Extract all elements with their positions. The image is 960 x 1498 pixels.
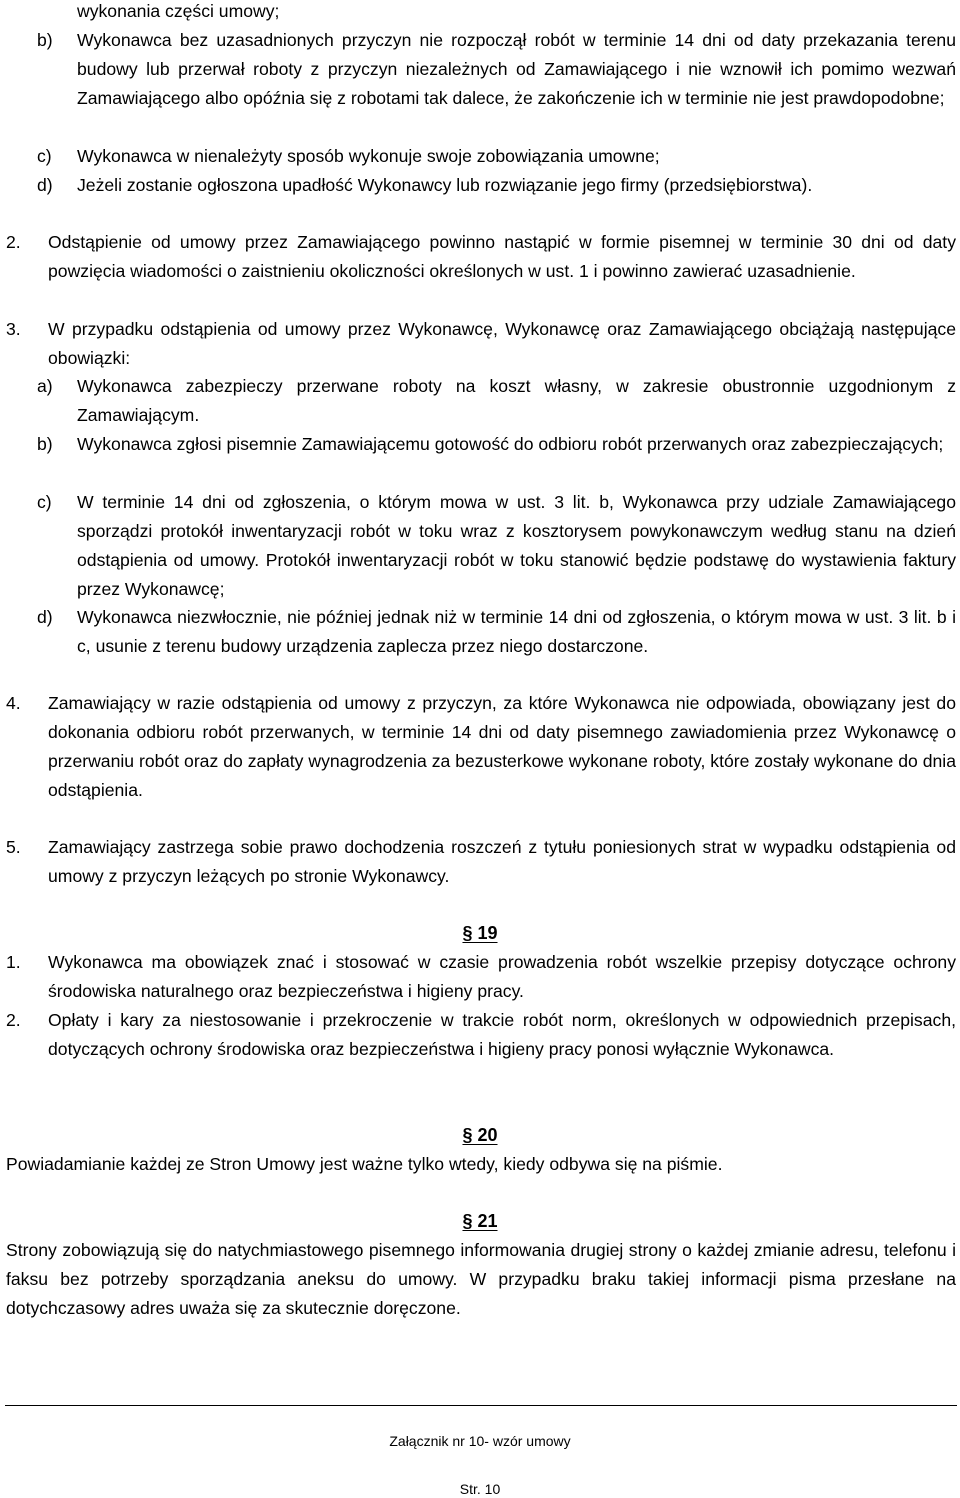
list-item-text: Wykonawca niezwłocznie, nie później jednak niż w terminie 14 dni od zgłoszenia, o którym mowa w ust. 3 lit. b i c, usunie z terenu budowy urządzenia zaplecza przez niego dostarczone. <box>77 607 956 656</box>
point-text: Zamawiający w razie odstąpienia od umowy z przyczyn, za które Wykonawca nie odpowiada, obowiązany jest do dokonania odbioru robót przerwanych, w terminie 14 dni od daty pisemnego zawiadomienia przez Wykonawcę o przerwaniu robót oraz do zapłaty wynagrodzenia za bezusterkowe wykonane roboty, które zostały wykonane do dnia odstąpienia. <box>48 693 956 800</box>
list-item-text: Wykonawca zgłosi pisemnie Zamawiającemu gotowość do odbioru robót przerwanych oraz zabezpieczających; <box>77 434 944 454</box>
list-label: c) <box>37 492 52 512</box>
point-label: 1. <box>6 952 21 972</box>
section-21-text: Strony zobowiązują się do natychmiastowego pisemnego informowania drugiej strony o każdej zmianie adresu, telefonu i faksu bez potrzeby sporządzania aneksu do umowy. W przypadku braku takiej informacji pisma przesłane na dotychczasowy adres uważa się za skutecznie doręczone. <box>6 1240 956 1318</box>
list-item-text: Wykonawca bez uzasadnionych przyczyn nie rozpoczął robót w terminie 14 dni od daty przekazania terenu budowy lub przerwał roboty z przyczyn niezależnych od Zamawiającego i nie wznowił ich pomimo wezwań Zamawiającego albo opóźnia się z robotami tak dalece, że zakończenie ich w terminie nie jest prawdopodobne; <box>77 30 956 108</box>
footer-divider <box>5 1405 957 1406</box>
point-text: Wykonawca ma obowiązek znać i stosować w czasie prowadzenia robót wszelkie przepisy dotyczące ochrony środowiska naturalnego oraz bezpieczeństwa i higieny pracy. <box>48 952 956 1001</box>
list-label: d) <box>37 175 53 195</box>
list-label: d) <box>37 607 53 627</box>
footer-attachment-label: Załącznik nr 10- wzór umowy <box>389 1433 571 1449</box>
point-text: Odstąpienie od umowy przez Zamawiającego powinno nastąpić w formie pisemnej w terminie 30 dni od daty powzięcia wiadomości o zaistnieniu okoliczności określonych w ust. 1 i powinno zawierać uzasadnienie. <box>48 232 956 281</box>
list-label: b) <box>37 30 53 50</box>
point-label: 5. <box>6 837 21 857</box>
list-label: b) <box>37 434 53 454</box>
section-number: § 21 <box>462 1211 498 1231</box>
section-heading-20 <box>0 1121 960 1150</box>
point-label: 3. <box>6 319 21 339</box>
paragraph-fragment: wykonania części umowy; <box>77 1 280 21</box>
list-item-text: Jeżeli zostanie ogłoszona upadłość Wykonawcy lub rozwiązanie jego firmy (przedsiębiorstwa). <box>77 175 813 195</box>
point-text: Opłaty i kary za niestosowanie i przekroczenie w trakcie robót norm, określonych w odpowiednich przepisach, dotyczących ochrony środowiska oraz bezpieczeństwa i higieny pracy ponosi wyłącznie Wykonawca. <box>48 1010 956 1059</box>
point-text: Zamawiający zastrzega sobie prawo dochodzenia roszczeń z tytułu poniesionych strat w wypadku odstąpienia od umowy z przyczyn leżących po stronie Wykonawcy. <box>48 837 956 886</box>
section-heading-21 <box>0 1207 960 1236</box>
section-20-text: Powiadamianie każdej ze Stron Umowy jest ważne tylko wtedy, kiedy odbywa się na piśmie. <box>6 1154 723 1174</box>
section-number: § 20 <box>462 1125 498 1145</box>
section-number: § 19 <box>462 923 498 943</box>
page-number: Str. 10 <box>459 1481 501 1497</box>
point-text: W przypadku odstąpienia od umowy przez Wykonawcę, Wykonawcę oraz Zamawiającego obciążają następujące obowiązki: <box>48 319 956 368</box>
list-item-text: Wykonawca w nienależyty sposób wykonuje swoje zobowiązania umowne; <box>77 146 660 166</box>
section-heading-19 <box>0 919 960 948</box>
list-item-text: W terminie 14 dni od zgłoszenia, o którym mowa w ust. 3 lit. b, Wykonawca przy udziale Zamawiającego sporządzi protokół inwentaryzacji robót w toku wraz z kosztorysem powykonawczym według stanu na dzień odstąpienia od umowy. Protokół inwentaryzacji robót w toku stanowić będzie podstawę do wystawienia faktury przez Wykonawcę; <box>77 492 956 599</box>
point-label: 2. <box>6 232 21 252</box>
list-item-text: Wykonawca zabezpieczy przerwane roboty na koszt własny, w zakresie obustronnie uzgodnionym z Zamawiającym. <box>77 376 956 425</box>
point-label: 2. <box>6 1010 21 1030</box>
point-label: 4. <box>6 693 21 713</box>
list-label: c) <box>37 146 52 166</box>
list-label: a) <box>37 376 53 396</box>
